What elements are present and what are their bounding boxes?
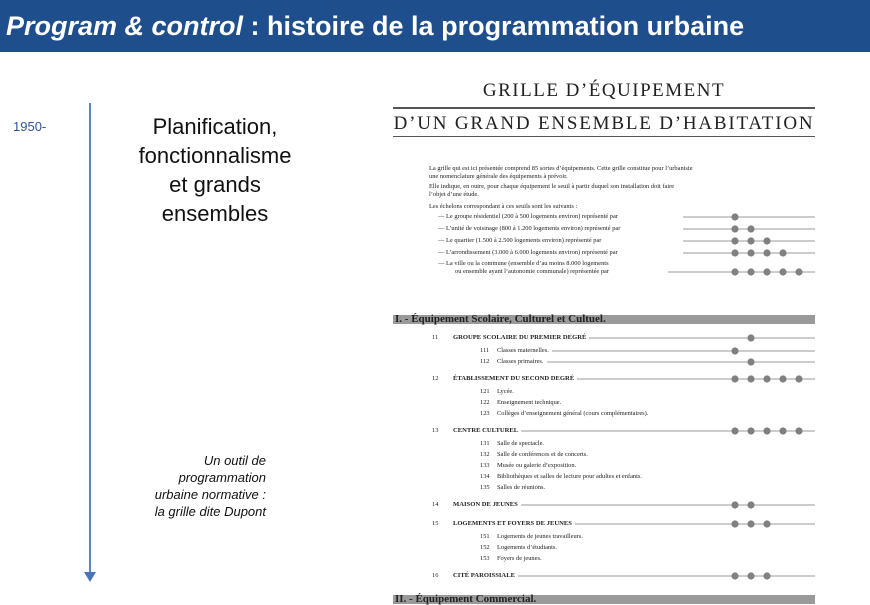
echelon-0-dot-1 [731,213,738,220]
category-13: CENTRE CULTUREL [453,427,519,434]
sub-111-dot-1 [731,347,738,354]
sub-code: 121 [480,388,490,395]
category-12-dot-1 [731,375,738,382]
category-13-dot-2 [747,427,754,434]
category-16: CITÉ PAROISSIALE [453,572,515,579]
sub-code: 134 [480,473,490,480]
echelon-3-dot-1 [731,249,738,256]
sub-132: Salle de conférences et de concerts. [497,451,588,458]
intro-line-3: l’objet d’une étude. [429,191,479,198]
category-13-dot-3 [763,427,770,434]
category-14-dot-1 [731,501,738,508]
title-rest: : histoire de la programmation urbaine [243,10,745,41]
echelon-4-dot-4 [779,268,786,275]
category-15-dot-1 [731,520,738,527]
echelon-3-dot-3 [763,249,770,256]
category-code: 16 [432,572,439,579]
timeline-year: 1950- [13,119,47,134]
category-16-dot-1 [731,572,738,579]
doc-title-line1: GRILLE D’ÉQUIPEMENT [482,80,726,101]
echelon-2-dot-3 [763,237,770,244]
sub-code: 133 [480,462,490,469]
slide-title [0,0,870,52]
sub-131: Salle de spectacle. [497,440,545,447]
sub-135: Salles de réunions. [497,484,546,491]
echelon-2-dot-1 [731,237,738,244]
intro-line-1: une nomenclature générale des équipements à prévoir. [429,173,568,180]
period-label: Planification, fonctionnalisme et grands ensembles [138,114,292,226]
intro-line-0: La grille qui est ici présentée comprend 85 sortes d’équipements. Cette grille constitue pour l’urbaniste [429,165,693,172]
category-13-dot-1 [731,427,738,434]
sub-112: Classes primaires. [497,358,544,365]
sub-111: Classes maternelles. [497,347,549,354]
sub-code: 112 [480,358,490,365]
sub-code: 123 [480,410,490,417]
sub-121: Lycée. [497,388,514,395]
sub-code: 132 [480,451,490,458]
grille-document [393,70,815,605]
sub-153: Foyers de jeunes. [497,555,542,562]
category-code: 15 [432,520,439,527]
category-12-dot-3 [763,375,770,382]
echelon-4-cont: ou ensemble ayant l’autonomie communale) représentée par [455,268,610,275]
sub-151: Logements de jeunes travailleurs. [497,533,583,540]
echelon-4-dot-5 [795,268,802,275]
sub-code: 151 [480,533,490,540]
echelon-4: — La ville ou la commune (ensemble d’au moins 8.000 logements [438,260,609,267]
echelon-4-dot-3 [763,268,770,275]
echelon-4-dot-2 [747,268,754,275]
category-16-dot-3 [763,572,770,579]
echelon-1-dot-1 [731,225,738,232]
sub-code: 135 [480,484,490,491]
category-code: 13 [432,427,439,434]
sub-code: 153 [480,555,490,562]
category-11-dot-2 [747,334,754,341]
category-16-dot-2 [747,572,754,579]
title-italic: Program & control [6,10,244,41]
category-14: MAISON DE JEUNES [453,501,518,508]
sub-code: 122 [480,399,490,406]
category-code: 14 [432,501,439,508]
category-13-dot-4 [779,427,786,434]
sub-123: Collèges d’enseignement général (cours complémentaires). [497,410,649,417]
category-15-dot-2 [747,520,754,527]
category-12-dot-2 [747,375,754,382]
echelon-2-dot-2 [747,237,754,244]
category-code: 11 [432,334,439,341]
sub-122: Enseignement technique. [497,399,562,406]
echelon-1-dot-2 [747,225,754,232]
echelon-2: — Le quartier (1.500 à 2.500 logements environ) représenté par [438,237,602,244]
doc-title-line2: D’UN GRAND ENSEMBLE D’HABITATION [393,113,815,134]
echelon-3-dot-2 [747,249,754,256]
sub-112-dot-2 [747,358,754,365]
category-12-dot-5 [795,375,802,382]
timeline-arrow-icon [84,572,96,582]
category-12: ÉTABLISSEMENT DU SECOND DEGRÉ [453,375,575,382]
timeline-line [89,103,91,573]
sub-code: 131 [480,440,490,447]
category-14-dot-2 [747,501,754,508]
sub-134: Bibliothèques et salles de lecture pour adultes et enfants. [497,473,642,480]
intro-line-4: Les échelons correspondant à ces seuils sont les suivants : [429,203,578,210]
intro-line-2: Elle indique, en outre, pour chaque équipement le seuil à partir duquel son installation doit faire [429,183,675,190]
echelon-3-dot-4 [779,249,786,256]
category-15-dot-3 [763,520,770,527]
tool-note: Un outil de programmation urbaine normative : la grille dite Dupont [154,453,266,519]
echelon-3: — L’arrondissement (3.000 à 6.000 logements environ) représenté par [438,249,618,256]
sub-code: 152 [480,544,490,551]
category-13-dot-5 [795,427,802,434]
echelon-0: — Le groupe résidentiel (200 à 500 logements environ) représenté par [438,213,618,220]
category-12-dot-4 [779,375,786,382]
echelon-1: — L’unité de voisinage (800 à 1.200 logements environ) représenté par [438,225,621,232]
echelon-4-dot-1 [731,268,738,275]
section-commercial-bar: II. - Équipement Commercial. [393,595,815,604]
sub-152: Logements d’étudiants. [497,544,557,551]
category-code: 12 [432,375,439,382]
sub-133: Musée ou galerie d’exposition. [497,462,577,469]
section-scolaire-bar: I. - Équipement Scolaire, Culturel et Cultuel. [393,315,815,324]
category-15: LOGEMENTS ET FOYERS DE JEUNES [453,520,572,527]
sub-code: 111 [480,347,490,354]
category-11: GROUPE SCOLAIRE DU PREMIER DEGRÉ [453,334,587,341]
